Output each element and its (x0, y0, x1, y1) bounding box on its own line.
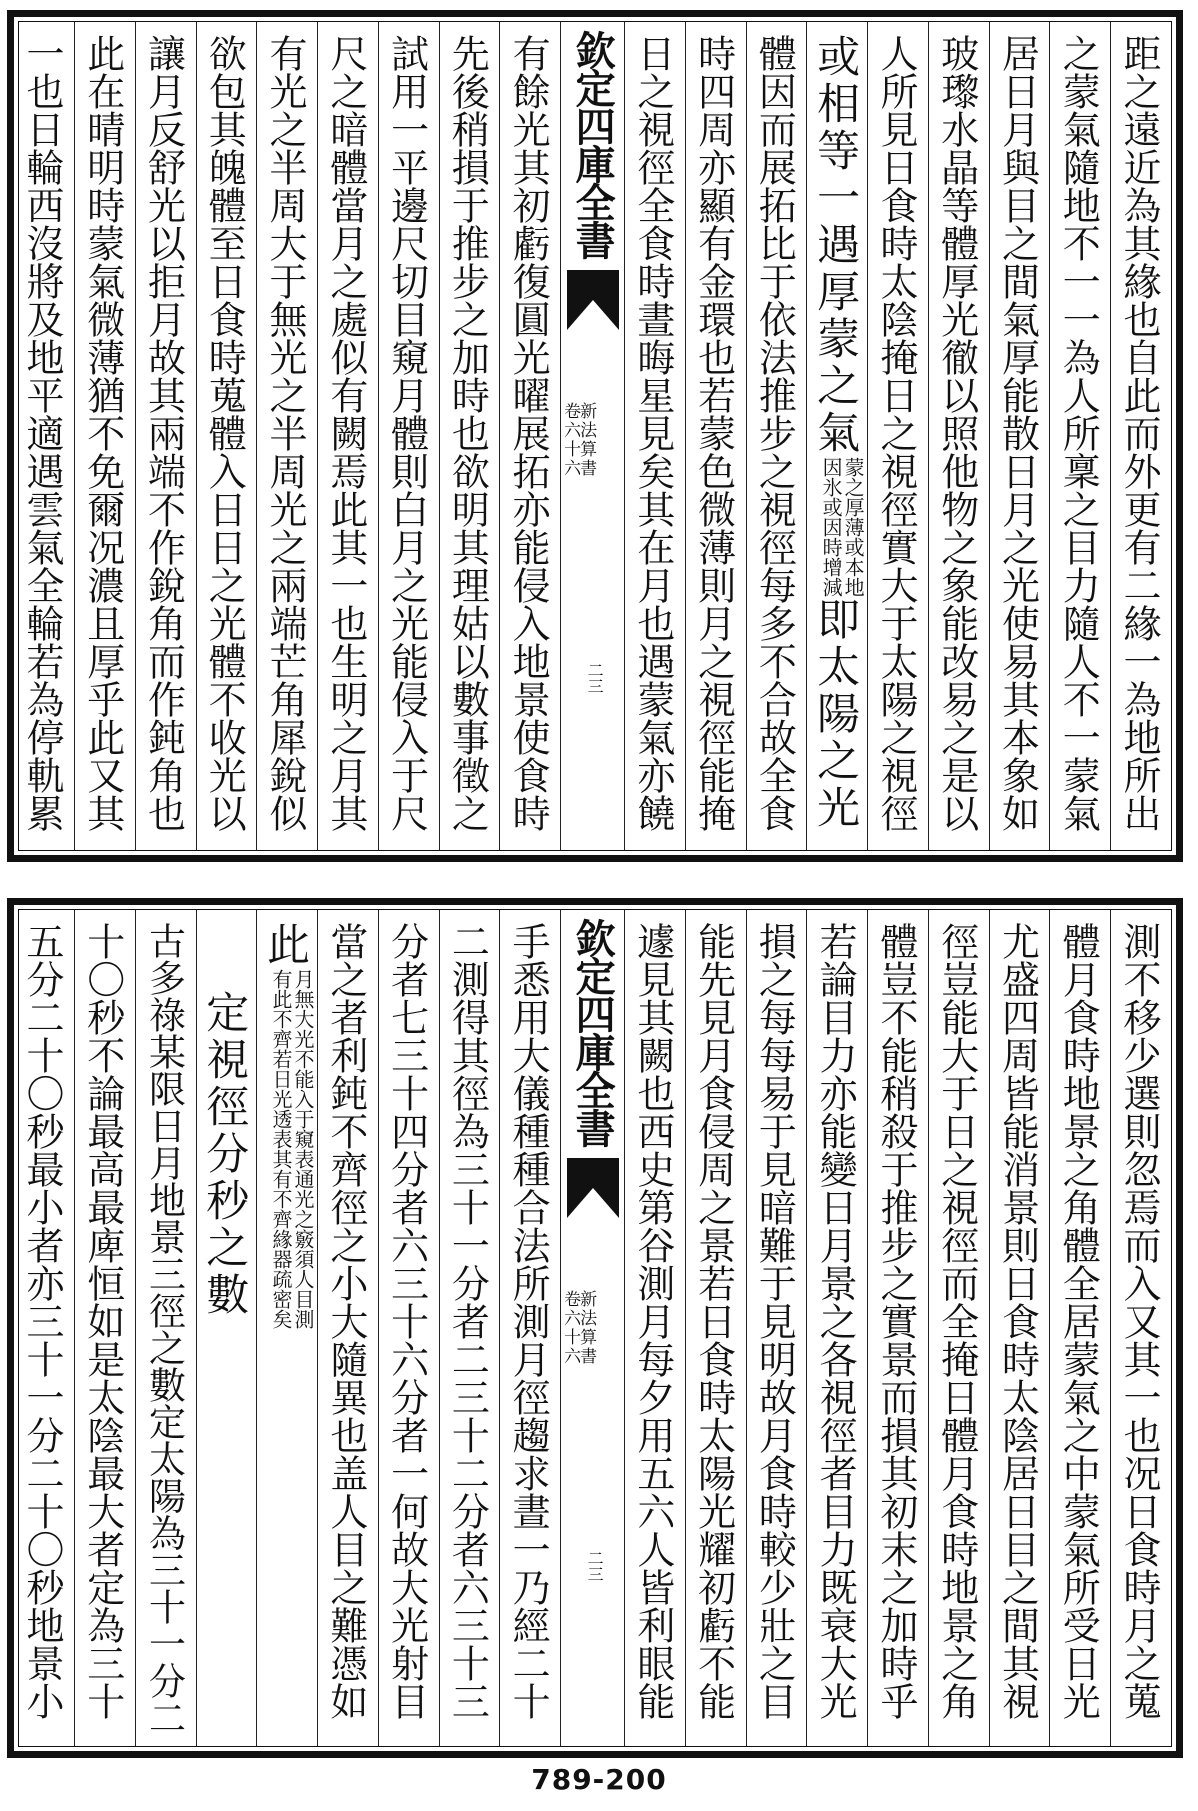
column-with-annotation (256, 910, 317, 1329)
interlinear-note (820, 457, 864, 597)
column-text: 手悉用大儀種種合法所測月徑趨求晝一乃經二十 (506, 922, 551, 1720)
center-margin (560, 22, 624, 850)
text-column (135, 910, 196, 1746)
column-text: 此 (260, 922, 311, 969)
text-column (989, 910, 1050, 1746)
column-text: 欲包其魄體至日食時蒐體入日日之光體不收光以 (202, 34, 247, 832)
interlinear-note (270, 969, 314, 1329)
column-text: 有餘光其初虧復圓光曜展拓亦能侵入地景使食時 (506, 34, 551, 832)
column-text: 尤盛四周皆能消景則日食時太陰居日目之間其視 (995, 922, 1040, 1720)
column-text: 定視徑分秒之數 (199, 990, 250, 1319)
column-text: 能先見月食侵周之景若日食時太陽光耀初虧不能 (691, 922, 736, 1720)
text-column (1110, 910, 1171, 1746)
text-column (317, 910, 378, 1746)
center-title: 欽定四庫全書 (569, 918, 617, 1146)
column-text: 先後稍損于推步之加時也欲明其理姑以數事徵之 (445, 34, 490, 832)
column-text: 即太陽之光 (810, 597, 861, 832)
top-page (7, 10, 1183, 862)
column-text: 當之者利鈍不齊徑之小大隨異也盖人目之難憑如 (323, 922, 368, 1720)
text-column (685, 22, 746, 850)
fish-tail-mark-icon (565, 1158, 621, 1218)
fish-tail-mark-icon (565, 270, 621, 330)
column-text: 試用一平邊尺切目窺月體則白月之光能侵入于尺 (384, 34, 429, 832)
column-text: 一也日輪西沒將及地平適遇雲氣全輪若為停軌累 (19, 34, 64, 832)
text-column (378, 910, 439, 1746)
text-column (928, 910, 989, 1746)
column-text: 二測得其徑為三十一分者二三十二分者六三十三 (445, 922, 490, 1720)
top-page-columns (19, 22, 1171, 850)
column-text: 測不移少選則忽焉而入又其一也况日食時月之蒐 (1117, 922, 1161, 1720)
text-column (624, 910, 685, 1746)
text-column (196, 910, 257, 1746)
column-text: 讓月反舒光以拒月故其兩端不作銳角而作鈍角也 (141, 34, 186, 832)
bottom-page-frame (18, 909, 1172, 1747)
column-text: 時四周亦顯有金環也若蒙色微薄則月之視徑能掩 (691, 34, 736, 832)
text-column (74, 910, 135, 1746)
text-column (989, 22, 1050, 850)
text-column (13, 22, 74, 850)
top-page-frame (18, 21, 1172, 851)
text-column (746, 22, 807, 850)
book-title: 新法算書 (576, 402, 597, 478)
column-text: 尺之暗體當月之處似有闕焉此其一也生明之月其 (323, 34, 368, 832)
text-column (256, 910, 317, 1746)
text-column (928, 22, 989, 850)
column-text: 居日月與目之間氣厚能散日月之光使易其本象如 (995, 34, 1040, 832)
volume-label: 卷六十六 (560, 1290, 581, 1366)
text-column (1110, 22, 1171, 850)
text-column (13, 910, 74, 1746)
bottom-page (7, 898, 1183, 1758)
page-reference: 789-200 (531, 1763, 667, 1796)
page-number: 二三 (585, 662, 605, 694)
column-text: 玻瓈水晶等體厚光徹以照他物之象能改易之是以 (934, 34, 979, 832)
column-text: 損之每每易于見暗難于見明故月食時較少壯之目 (752, 922, 797, 1720)
column-text: 日之視徑全食時晝晦星見矣其在月也遇蒙氣亦饒 (630, 34, 675, 832)
column-text: 徑豈能大于日之視徑而全掩日體月食時地景之角 (934, 922, 979, 1720)
column-text: 十〇秒不論最高最庳恒如是太陰最大者定為三十 (80, 922, 125, 1720)
column-text: 有光之半周大于無光之半周光之兩端芒角犀銳似 (263, 34, 308, 832)
text-column (624, 22, 685, 850)
note-left-line: 因氷或因時增減 (819, 457, 844, 597)
text-column (867, 910, 928, 1746)
column-text: 體月食時地景之角體全居蒙氣之中蒙氣所受日光 (1056, 922, 1101, 1720)
column-text: 人所見日食時太陰掩日之視徑實大于太陽之視徑 (873, 34, 918, 832)
volume-label: 卷六十六 (560, 402, 581, 478)
note-right-line: 蒙之厚薄或本地 (841, 457, 866, 597)
text-column (439, 910, 500, 1746)
bottom-page-columns (19, 910, 1171, 1746)
page-number: 二三 (585, 1550, 605, 1582)
text-column (746, 910, 807, 1746)
text-column (378, 22, 439, 850)
note-left-line: 有此不齊若日光透表其有不齊緣器疏密矣 (269, 969, 294, 1329)
column-text: 古多祿某限日月地景三徑之數定太陽為三十一分二 (142, 922, 186, 1736)
column-with-annotation (806, 22, 867, 832)
column-text: 此在晴明時蒙氣微薄猶不免爾况濃且厚乎此又其 (80, 34, 125, 832)
book-title: 新法算書 (576, 1290, 597, 1366)
column-text: 體因而展拓比于依法推步之視徑每多不合故全食 (752, 34, 797, 832)
text-column (196, 22, 257, 850)
text-column (806, 22, 867, 850)
text-column (499, 910, 560, 1746)
text-column (1049, 22, 1110, 850)
column-text: 或相等一遇厚蒙之氣 (810, 34, 861, 457)
text-column (439, 22, 500, 850)
text-column (135, 22, 196, 850)
text-column (806, 910, 867, 1746)
column-text: 之蒙氣隨地不一一為人所稟之目力隨人不一蒙氣 (1056, 34, 1101, 832)
column-text: 體豈不能稍殺于推步之實景而損其初末之加時乎 (873, 922, 918, 1720)
note-right-line: 月無大光不能入于窺表通光之竅須人目測 (291, 969, 316, 1329)
column-text: 五分二十〇秒最小者亦三十一分二十〇秒地景小 (19, 922, 64, 1720)
column-text: 遽見其闕也西史第谷測月每夕用五六人皆利眼能 (630, 922, 675, 1720)
text-column (1049, 910, 1110, 1746)
column-text: 分者七三十四分者六三十六分者一何故大光射目 (384, 922, 429, 1720)
text-column (256, 22, 317, 850)
text-column (867, 22, 928, 850)
column-text: 若論目力亦能變日月景之各視徑者目力既衰大光 (813, 922, 858, 1720)
text-column (499, 22, 560, 850)
text-column (74, 22, 135, 850)
text-column (685, 910, 746, 1746)
text-column (317, 22, 378, 850)
center-title: 欽定四庫全書 (569, 30, 617, 258)
column-text: 距之遠近為其緣也自此而外更有二緣一為地所出 (1117, 34, 1161, 832)
center-margin (560, 910, 624, 1746)
